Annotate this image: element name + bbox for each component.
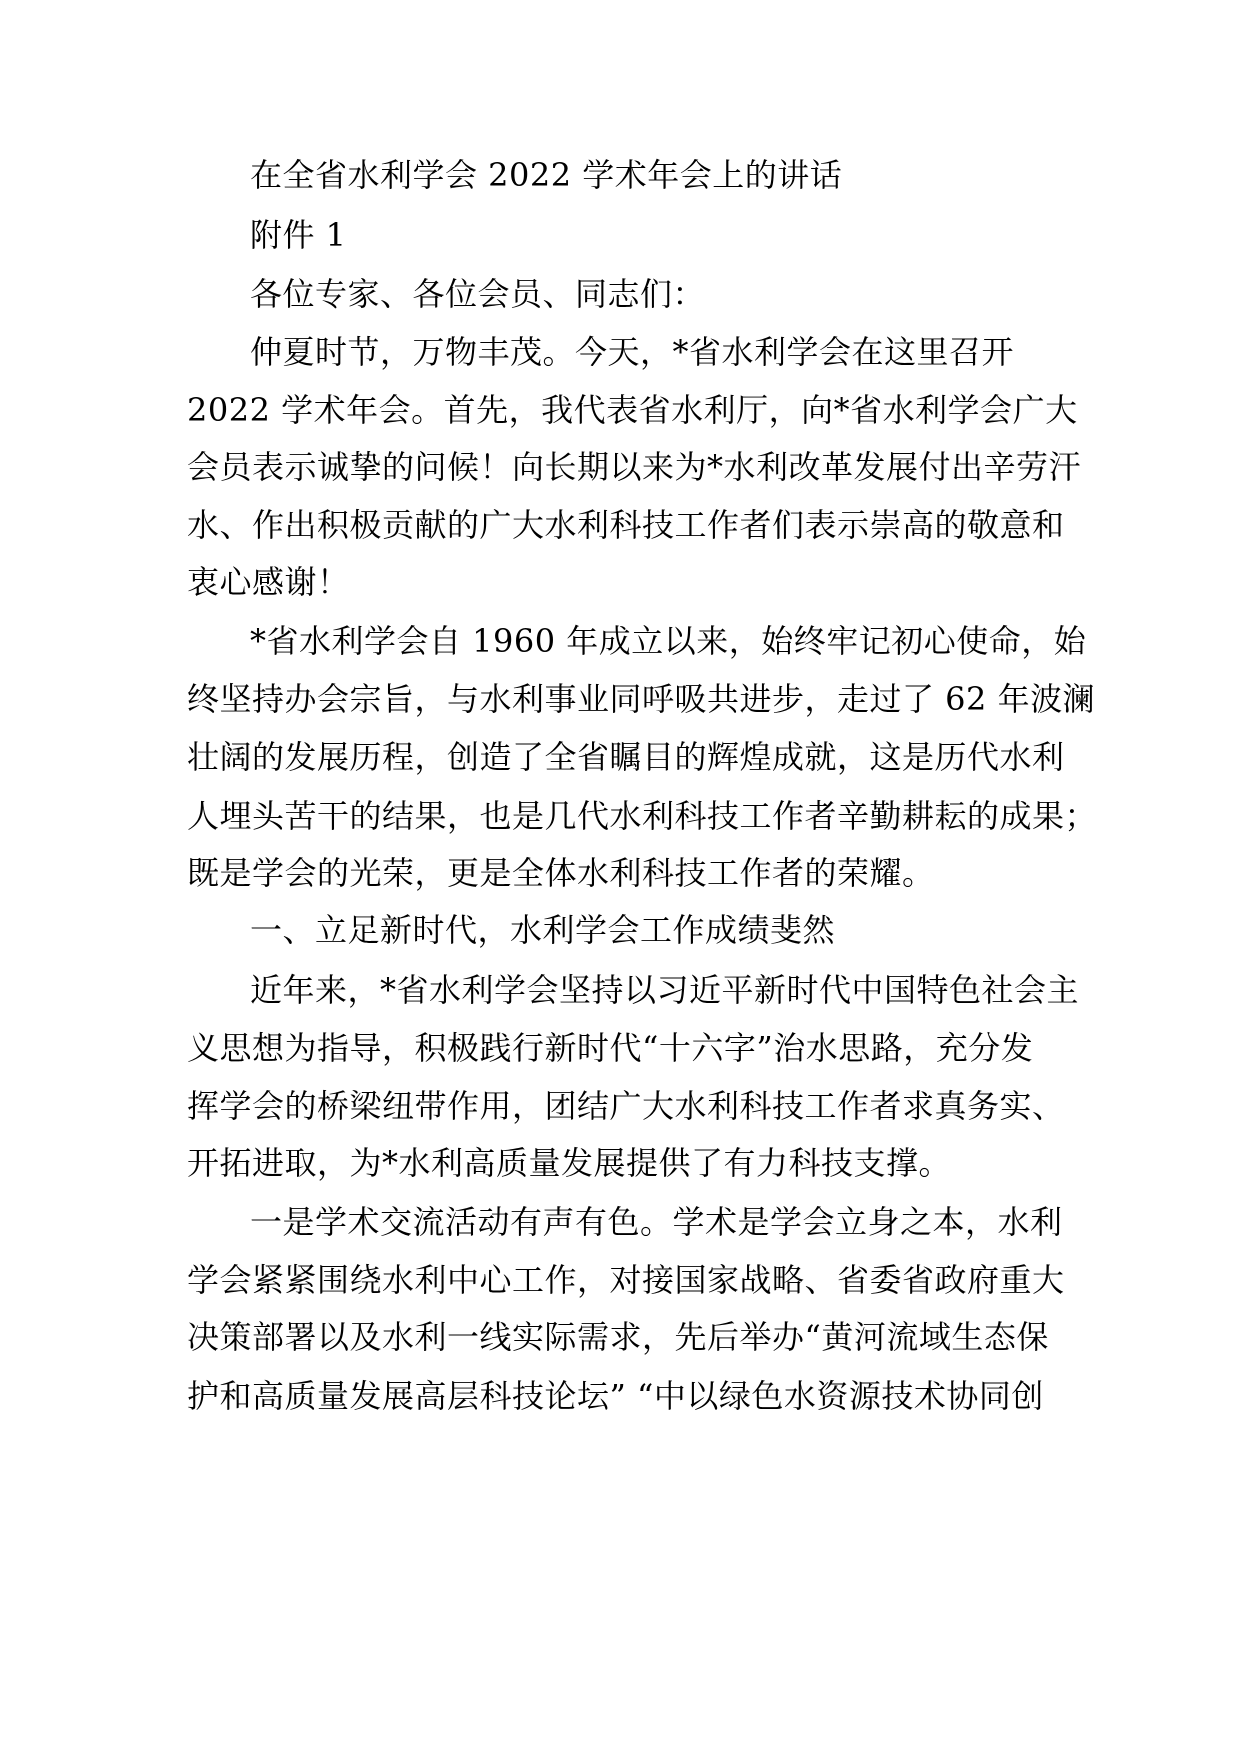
paragraph-line: 2022 学术年会。首先，我代表省水利厅，向*省水利学会广大 — [187, 391, 1078, 429]
attachment-label: 附件 1 — [250, 216, 347, 254]
paragraph-line: 水、作出积极贡献的广大水利科技工作者们表示崇高的敬意和 — [187, 506, 1065, 544]
paragraph-line: *省水利学会自 1960 年成立以来，始终牢记初心使命，始 — [250, 622, 1087, 660]
paragraph-line: 仲夏时节，万物丰茂。今天，*省水利学会在这里召开 — [250, 333, 1015, 371]
paragraph-line: 会员表示诚挚的问候！向长期以来为*水利改革发展付出辛劳汗 — [187, 448, 1082, 486]
paragraph-line: 终坚持办会宗旨，与水利事业同呼吸共进步，走过了 62 年波澜 — [187, 680, 1096, 718]
paragraph-line: 一是学术交流活动有声有色。学术是学会立身之本，水利 — [250, 1203, 1063, 1241]
paragraph-line: 学会紧紧围绕水利中心工作，对接国家战略、省委省政府重大 — [187, 1261, 1065, 1299]
section-heading: 一、立足新时代，水利学会工作成绩斐然 — [250, 911, 836, 949]
paragraph-line: 人埋头苦干的结果，也是几代水利科技工作者辛勤耕耘的成果； — [187, 797, 1098, 835]
paragraph-line: 挥学会的桥梁纽带作用，团结广大水利科技工作者求真务实、 — [187, 1087, 1065, 1125]
paragraph-line: 壮阔的发展历程，创造了全省瞩目的辉煌成就，这是历代水利 — [187, 738, 1065, 776]
paragraph-line: 开拓进取，为*水利高质量发展提供了有力科技支撑。 — [187, 1144, 952, 1182]
paragraph-line: 护和高质量发展高层科技论坛” “中以绿色水资源技术协同创 — [187, 1377, 1044, 1415]
paragraph-line: 义思想为指导，积极践行新时代“十六字”治水思路，充分发 — [187, 1029, 1034, 1067]
salutation: 各位专家、各位会员、同志们： — [250, 275, 706, 313]
document-title: 在全省水利学会 2022 学术年会上的讲话 — [250, 156, 843, 194]
paragraph-line: 衷心感谢！ — [187, 563, 350, 601]
paragraph-line: 既是学会的光荣，更是全体水利科技工作者的荣耀。 — [187, 854, 935, 892]
paragraph-line: 近年来，*省水利学会坚持以习近平新时代中国特色社会主 — [250, 971, 1080, 1009]
paragraph-line: 决策部署以及水利一线实际需求，先后举办“黄河流域生态保 — [187, 1318, 1049, 1356]
